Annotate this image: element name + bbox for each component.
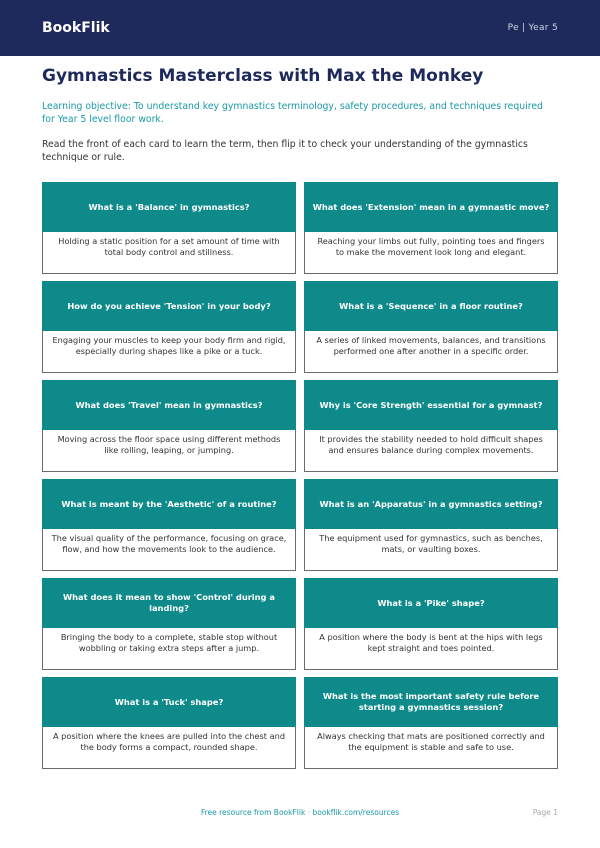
flashcard[interactable]	[304, 281, 558, 373]
flashcard-question: What is a 'Sequence' in a floor routine?	[304, 281, 558, 331]
flashcard-question: How do you achieve 'Tension' in your body?	[42, 281, 296, 331]
flashcard-answer: It provides the stability needed to hold difficult shapes and ensures balance during complex movements.	[304, 430, 558, 472]
flashcard-question: What does 'Extension' mean in a gymnastic move?	[304, 182, 558, 232]
flashcard[interactable]	[42, 479, 296, 571]
page-title: Gymnastics Masterclass with Max the Monkey	[42, 66, 484, 86]
flashcard-answer: The visual quality of the performance, focusing on grace, flow, and how the movements look to the audience.	[42, 529, 296, 571]
flashcard-question: What is a 'Balance' in gymnastics?	[42, 182, 296, 232]
flashcard-answer: A series of linked movements, balances, and transitions performed one after another in a specific order.	[304, 331, 558, 373]
flashcard[interactable]	[42, 677, 296, 769]
footer-resource-link[interactable]: Free resource from BookFlik · bookflik.com/resources	[200, 808, 400, 817]
flashcard[interactable]	[42, 380, 296, 472]
flashcard[interactable]	[42, 578, 296, 670]
flashcard-question: What is an 'Apparatus' in a gymnastics setting?	[304, 479, 558, 529]
flashcard[interactable]	[304, 182, 558, 274]
flashcard-answer: A position where the knees are pulled into the chest and the body forms a compact, rounded shape.	[42, 727, 296, 769]
flashcard-question: What is a 'Pike' shape?	[304, 578, 558, 628]
flashcard[interactable]	[304, 479, 558, 571]
instructions: Read the front of each card to learn the term, then flip it to check your understanding of the gymnastics technique or rule.	[42, 139, 528, 163]
flashcard[interactable]	[42, 182, 296, 274]
flashcard-answer: Always checking that mats are positioned correctly and the equipment is stable and safe to use.	[304, 727, 558, 769]
top-bar	[0, 0, 600, 56]
flashcard-question: What is meant by the 'Aesthetic' of a routine?	[42, 479, 296, 529]
flashcard[interactable]	[304, 677, 558, 769]
flashcard-question: What does it mean to show 'Control' during a landing?	[42, 578, 296, 628]
page-number: Page 1	[532, 808, 558, 817]
flashcard-answer: A position where the body is bent at the hips with legs kept straight and toes pointed.	[304, 628, 558, 670]
flashcard-answer: Engaging your muscles to keep your body firm and rigid, especially during shapes like a pike or a tuck.	[42, 331, 296, 373]
flashcard-answer: Bringing the body to a complete, stable stop without wobbling or taking extra steps after a jump.	[42, 628, 296, 670]
flashcard-answer: Moving across the floor space using different methods like rolling, leaping, or jumping.	[42, 430, 296, 472]
flashcard-question: What does 'Travel' mean in gymnastics?	[42, 380, 296, 430]
brand-logo[interactable]: BookFlik	[42, 20, 110, 36]
learning-objective: Learning objective: To understand key gymnastics terminology, safety procedures, and techniques required for Year 5 level floor work.	[42, 101, 543, 125]
subject-year-label: Pe | Year 5	[507, 23, 558, 33]
flashcard-question: What is the most important safety rule before starting a gymnastics session?	[304, 677, 558, 727]
flashcard-grid	[42, 182, 558, 769]
flashcard-question: Why is 'Core Strength' essential for a gymnast?	[304, 380, 558, 430]
flashcard-answer: The equipment used for gymnastics, such as benches, mats, or vaulting boxes.	[304, 529, 558, 571]
flashcard[interactable]	[304, 578, 558, 670]
flashcard-answer: Reaching your limbs out fully, pointing toes and fingers to make the movement look long and elegant.	[304, 232, 558, 274]
flashcard-answer: Holding a static position for a set amount of time with total body control and stillness.	[42, 232, 296, 274]
flashcard-question: What is a 'Tuck' shape?	[42, 677, 296, 727]
flashcard[interactable]	[42, 281, 296, 373]
flashcard[interactable]	[304, 380, 558, 472]
